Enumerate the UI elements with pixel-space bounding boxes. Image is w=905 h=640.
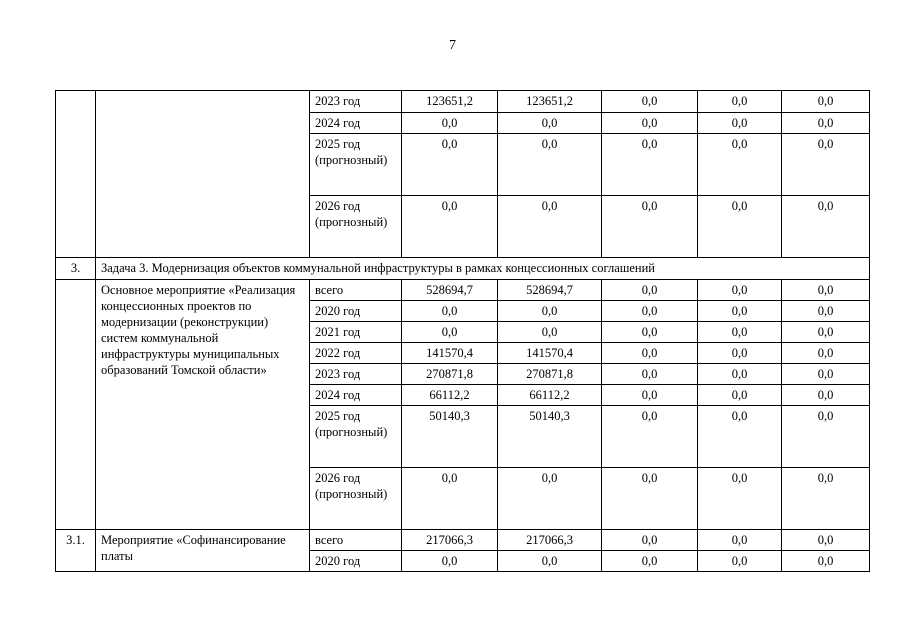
value-cell: 0,0: [498, 468, 602, 530]
value-cell: 0,0: [698, 468, 782, 530]
activity-description: Мероприятие «Софинансирование платы: [96, 530, 310, 572]
year-cell: 2020 год: [310, 301, 402, 322]
activity-cell: [96, 91, 310, 258]
value-cell: 66112,2: [402, 385, 498, 406]
value-cell: 0,0: [782, 530, 870, 551]
value-cell: 0,0: [498, 301, 602, 322]
year-cell: 2024 год: [310, 385, 402, 406]
value-cell: 0,0: [698, 91, 782, 113]
value-cell: 0,0: [402, 301, 498, 322]
value-cell: 0,0: [698, 551, 782, 572]
value-cell: 0,0: [782, 364, 870, 385]
budget-table: [55, 90, 870, 572]
year-cell: всего: [310, 280, 402, 301]
value-cell: 0,0: [602, 551, 698, 572]
page-number: 7: [449, 38, 456, 53]
value-cell: 0,0: [602, 301, 698, 322]
value-cell: 0,0: [782, 134, 870, 196]
year-cell: 2025 год (прогнозный): [310, 134, 402, 196]
value-cell: 0,0: [782, 301, 870, 322]
value-cell: 0,0: [698, 134, 782, 196]
value-cell: 0,0: [402, 468, 498, 530]
value-cell: 0,0: [782, 91, 870, 113]
year-cell: 2024 год: [310, 113, 402, 134]
value-cell: 217066,3: [402, 530, 498, 551]
value-cell: 0,0: [602, 134, 698, 196]
value-cell: 0,0: [698, 530, 782, 551]
value-cell: 0,0: [402, 551, 498, 572]
table-row: [56, 91, 870, 113]
value-cell: 0,0: [782, 196, 870, 258]
value-cell: 0,0: [498, 322, 602, 343]
value-cell: 0,0: [602, 196, 698, 258]
year-cell: 2026 год (прогнозный): [310, 196, 402, 258]
value-cell: 0,0: [602, 280, 698, 301]
value-cell: 0,0: [602, 385, 698, 406]
value-cell: 0,0: [498, 134, 602, 196]
value-cell: 0,0: [782, 280, 870, 301]
task-title: Задача 3. Модернизация объектов коммунальной инфраструктуры в рамках концессионных соглашений: [96, 258, 870, 280]
table-row: [56, 530, 870, 551]
value-cell: 0,0: [602, 530, 698, 551]
value-cell: 0,0: [402, 322, 498, 343]
value-cell: 123651,2: [498, 91, 602, 113]
value-cell: 0,0: [498, 196, 602, 258]
value-cell: 0,0: [782, 551, 870, 572]
value-cell: 50140,3: [498, 406, 602, 468]
value-cell: 0,0: [698, 301, 782, 322]
year-cell: 2021 год: [310, 322, 402, 343]
value-cell: 0,0: [402, 196, 498, 258]
activity-description: Основное мероприятие «Реализация концессионных проектов по модернизации (реконструкции) систем коммунальной инфраструктуры муниципальных образований Томской области»: [96, 280, 310, 530]
value-cell: 0,0: [782, 468, 870, 530]
value-cell: 50140,3: [402, 406, 498, 468]
value-cell: 123651,2: [402, 91, 498, 113]
year-cell: 2023 год: [310, 364, 402, 385]
value-cell: 141570,4: [402, 343, 498, 364]
year-cell: всего: [310, 530, 402, 551]
value-cell: 0,0: [402, 113, 498, 134]
value-cell: 0,0: [602, 468, 698, 530]
value-cell: 141570,4: [498, 343, 602, 364]
task-row: [56, 258, 870, 280]
value-cell: 0,0: [698, 343, 782, 364]
value-cell: 0,0: [698, 322, 782, 343]
task-number: 3.: [56, 258, 96, 280]
row-number-cell: [56, 91, 96, 258]
year-cell: 2026 год (прогнозный): [310, 468, 402, 530]
row-number-cell: 3.1.: [56, 530, 96, 572]
value-cell: 66112,2: [498, 385, 602, 406]
value-cell: 0,0: [782, 406, 870, 468]
value-cell: 217066,3: [498, 530, 602, 551]
value-cell: 0,0: [698, 406, 782, 468]
year-cell: 2022 год: [310, 343, 402, 364]
year-cell: 2020 год: [310, 551, 402, 572]
value-cell: 0,0: [402, 134, 498, 196]
value-cell: 528694,7: [498, 280, 602, 301]
value-cell: 0,0: [602, 343, 698, 364]
value-cell: 0,0: [782, 385, 870, 406]
value-cell: 270871,8: [402, 364, 498, 385]
value-cell: 0,0: [698, 385, 782, 406]
value-cell: 528694,7: [402, 280, 498, 301]
value-cell: 0,0: [782, 113, 870, 134]
row-number-cell: [56, 280, 96, 530]
value-cell: 0,0: [498, 113, 602, 134]
value-cell: 0,0: [602, 322, 698, 343]
value-cell: 0,0: [498, 551, 602, 572]
value-cell: 0,0: [602, 406, 698, 468]
value-cell: 0,0: [602, 91, 698, 113]
year-cell: 2023 год: [310, 91, 402, 113]
value-cell: 270871,8: [498, 364, 602, 385]
value-cell: 0,0: [602, 113, 698, 134]
value-cell: 0,0: [698, 196, 782, 258]
year-cell: 2025 год (прогнозный): [310, 406, 402, 468]
value-cell: 0,0: [698, 364, 782, 385]
table-row: [56, 280, 870, 301]
value-cell: 0,0: [602, 364, 698, 385]
value-cell: 0,0: [698, 280, 782, 301]
value-cell: 0,0: [782, 322, 870, 343]
value-cell: 0,0: [698, 113, 782, 134]
value-cell: 0,0: [782, 343, 870, 364]
